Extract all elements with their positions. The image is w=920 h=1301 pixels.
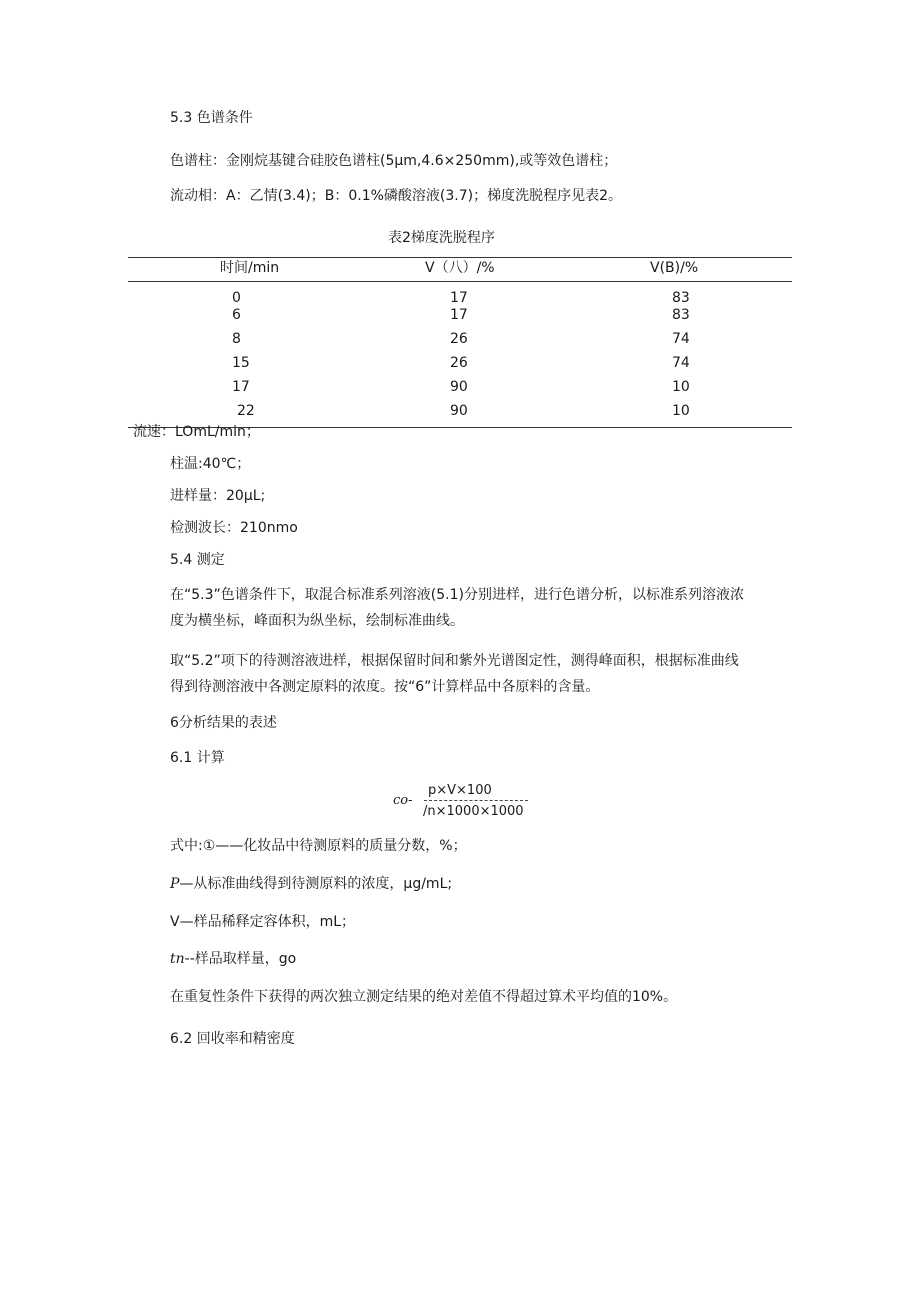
definition-text: --样品取样量，go <box>184 951 297 967</box>
table-cell: 17 <box>450 307 468 323</box>
table-cell: 26 <box>450 331 468 347</box>
table-cell: 74 <box>672 331 690 347</box>
paragraph-line: 在“5.3”色谱条件下，取混合标准系列溶液(5.1)分别进样，进行色谱分析，以标准系列溶液浓 <box>170 587 744 603</box>
table-cell: 8 <box>232 331 241 347</box>
injection-volume: 进样量：20μL; <box>170 488 266 504</box>
repeatability-text: 在重复性条件下获得的两次独立测定结果的绝对差值不得超过算术平均值的10%。 <box>170 989 678 1005</box>
section-heading-5-4: 5.4 测定 <box>170 552 225 568</box>
column-spec: 色谱柱：金刚烷基键合硅胶色谱柱(5μm,4.6×250mm),或等效色谱柱； <box>170 153 618 169</box>
symbol-m: tn <box>170 951 185 967</box>
table-cell: 10 <box>672 379 690 395</box>
flow-rate: 流速：LOmL/min； <box>133 424 260 440</box>
paragraph-line: 取“5.2”项下的待测溶液进样，根据保留时间和紫外光谱图定性，测得峰面积，根据标准曲线 <box>170 653 739 669</box>
table-cell: 26 <box>450 355 468 371</box>
table-caption: 表2梯度洗脱程序 <box>388 230 495 246</box>
table-cell: 83 <box>672 307 690 323</box>
formula-lhs: co- <box>393 793 413 808</box>
definition-m <box>170 951 296 968</box>
column-temperature: 柱温:40℃； <box>170 456 251 472</box>
table-cell: 10 <box>672 403 690 419</box>
table-cell: 90 <box>450 403 468 419</box>
table-header-rule <box>128 281 792 282</box>
table-cell: 17 <box>450 290 468 306</box>
mobile-phase-spec: 流动相：A：乙情(3.4)；B：0.1%磷酸溶液(3.7)；梯度洗脱程序见表2。 <box>170 188 623 204</box>
table-cell: 6 <box>232 307 241 323</box>
table-header-vb: V(B)/% <box>650 260 699 276</box>
fraction-bar <box>424 800 528 801</box>
table-top-rule <box>128 257 792 258</box>
table-cell: 0 <box>232 290 241 306</box>
table-cell: 90 <box>450 379 468 395</box>
paragraph-line: 得到待测溶液中各测定原料的浓度。按“6”计算样品中各原料的含量。 <box>170 679 600 695</box>
table-cell: 22 <box>237 403 255 419</box>
symbol-p: P <box>170 876 180 892</box>
section-heading-5-3: 5.3 色谱条件 <box>170 110 253 126</box>
where-line: 式中:①——化妆品中待测原料的质量分数，%； <box>170 838 467 854</box>
section-heading-6-1: 6.1 计算 <box>170 750 225 766</box>
table-cell: 17 <box>232 379 250 395</box>
formula-numerator: p×V×100 <box>428 783 492 798</box>
table-cell: 15 <box>232 355 250 371</box>
detection-wavelength: 检测波长：210nmo <box>170 520 298 536</box>
section-heading-6: 6分析结果的表述 <box>170 715 277 731</box>
section-heading-6-2: 6.2 回收率和精密度 <box>170 1031 295 1047</box>
definition-text: —从标准曲线得到待测原料的浓度，μg/mL; <box>179 876 453 892</box>
table-cell: 83 <box>672 290 690 306</box>
definition-v: V—样品稀释定容体积，mL； <box>170 914 356 930</box>
paragraph-line: 度为横坐标，峰面积为纵坐标，绘制标准曲线。 <box>170 613 464 629</box>
table-cell: 74 <box>672 355 690 371</box>
table-header-time: 时间/min <box>220 260 280 276</box>
formula-denominator: /n×1000×1000 <box>423 804 524 819</box>
table-header-va: V（八）/% <box>425 260 495 276</box>
definition-p <box>170 876 452 893</box>
